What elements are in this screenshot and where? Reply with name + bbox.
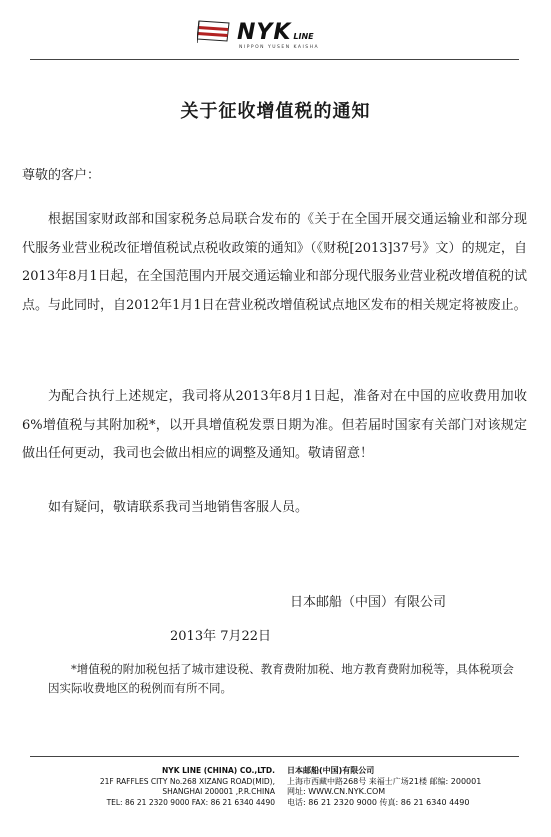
paragraph-2: 为配合执行上述规定，我司将从2013年8月1日起，准备对在中国的应收费用加收6%增值税与其附加税*，以开具增值税发票日期为准。但若届时国家有关部门对该规定做出任何更动，我司也会做出相应的调整及通知。敬请留意！ — [22, 389, 527, 461]
footer-cn-contact: 电话: 86 21 2320 9000 传真: 86 21 6340 4490 — [287, 797, 470, 807]
footer-rule — [30, 756, 519, 757]
signature-company: 日本邮船（中国）有限公司 — [290, 595, 447, 610]
paragraph-3: 如有疑问，敬请联系我司当地销售客服人员。 — [48, 500, 309, 515]
footer-chinese — [287, 766, 527, 808]
document-title: 关于征收增值税的通知 — [180, 101, 371, 122]
salutation: 尊敬的客户： — [22, 168, 101, 183]
signature-date: 2013年 7月22日 — [170, 629, 272, 644]
footer-en-contact: TEL: 86 21 2320 9000 FAX: 86 21 6340 4490 — [106, 797, 275, 807]
footer-en-company: NYK LINE (CHINA) CO.,LTD. — [162, 766, 275, 775]
paragraph-1: 根据国家财政部和国家税务总局联合发布的《关于在全国开展交通运输业和部分现代服务业营业税改征增值税试点税收政策的通知》（《财税[2013]37号》文）的规定，自2013年8月1日起，在全国范围内开展交通运输业和部分现代服务业营业税改增值税的试点。与此同时，自2012年1月1日在营业税改增值税试点地区发布的相关规定将被废止。 — [22, 212, 527, 313]
nyk-logo — [197, 16, 362, 52]
nyk-flag-icon — [197, 19, 231, 43]
footer-cn-address: 上海市西藏中路268号 来福士广场21楼 邮编: 200001 — [287, 776, 482, 786]
footnote: *增值税的附加税包括了城市建设税、教育费附加税、地方教育费附加税等，具体税项会因实际收费地区的税例而有所不同。 — [48, 662, 514, 695]
logo-subtext: NIPPON YUSEN KAISHA — [239, 45, 320, 50]
logo-wordmark: NYK LINE — [237, 20, 314, 45]
footer-cn-company: 日本邮船(中国)有限公司 — [287, 766, 375, 775]
footer-en-address-2: SHANGHAI 200001 ,P.R.CHINA — [162, 787, 275, 796]
footer-cn-web: 网址: WWW.CN.NYK.COM — [287, 787, 386, 796]
header-rule — [30, 59, 519, 60]
footer-en-address-1: 21F RAFFLES CITY No.268 XIZANG ROAD(MID), — [99, 776, 275, 786]
footer-english — [60, 766, 275, 808]
